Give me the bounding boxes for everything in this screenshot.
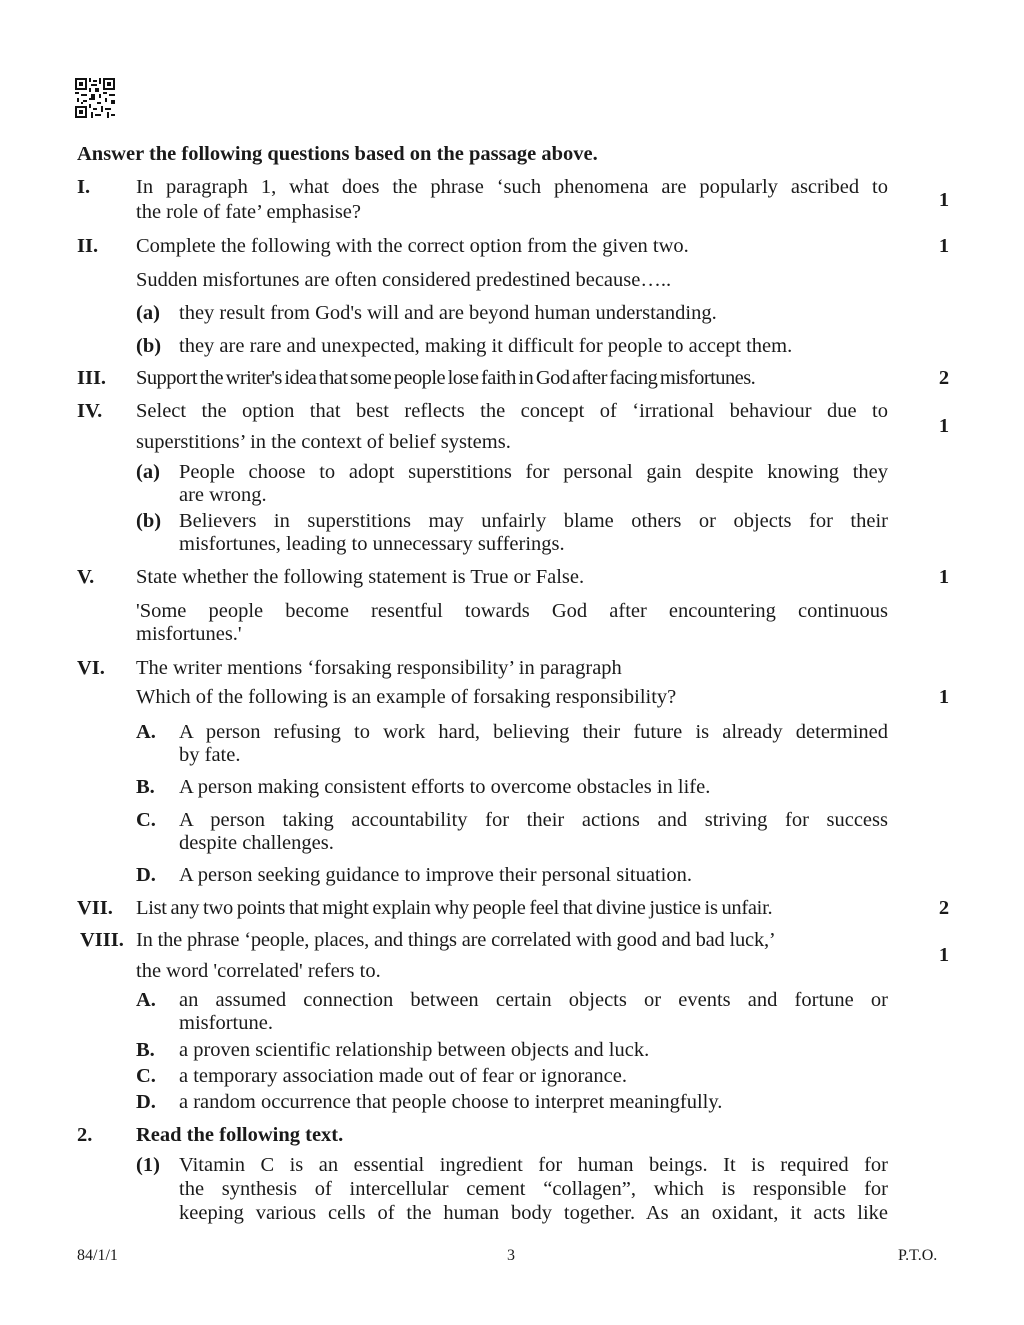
section-number: 2. xyxy=(77,1124,93,1146)
question-number: VII. xyxy=(77,897,113,919)
option-text: Believers in superstitions may unfairly blame others or objects for their xyxy=(179,510,888,532)
marks-label: 1 xyxy=(938,944,950,966)
option-text: are wrong. xyxy=(179,484,267,506)
option-label: D. xyxy=(136,864,156,886)
paragraph-text: the synthesis of intercellular cement “collagen”, which is responsible for xyxy=(179,1178,888,1200)
marks-label: 1 xyxy=(938,189,950,211)
section-title: Read the following text. xyxy=(136,1124,344,1146)
option-text: misfortunes, leading to unnecessary sufferings. xyxy=(179,533,565,555)
option-label: (a) xyxy=(136,302,160,324)
page-number: 3 xyxy=(507,1247,515,1264)
option-text: an assumed connection between certain objects or events and fortune or xyxy=(179,989,888,1011)
marks-label: 2 xyxy=(938,367,950,389)
option-label: (b) xyxy=(136,335,162,357)
marks-label: 1 xyxy=(938,235,950,257)
option-text: a random occurrence that people choose to interpret meaningfully. xyxy=(179,1091,723,1113)
option-text: A person taking accountability for their actions and striving for success xyxy=(179,809,888,831)
question-number: IV. xyxy=(77,400,103,422)
paragraph-label: (1) xyxy=(136,1154,160,1176)
option-text: misfortune. xyxy=(179,1012,273,1034)
option-text: despite challenges. xyxy=(179,832,334,854)
question-text: the word 'correlated' refers to. xyxy=(136,960,381,982)
option-label: B. xyxy=(136,1039,155,1061)
question-text: Which of the following is an example of forsaking responsibility? xyxy=(136,686,677,708)
marks-label: 1 xyxy=(938,686,950,708)
question-number: II. xyxy=(77,235,99,257)
question-text: the role of fate’ emphasise? xyxy=(136,201,362,223)
option-text: they result from God's will and are beyond human understanding. xyxy=(179,302,717,324)
paragraph-text: Vitamin C is an essential ingredient for human beings. It is required for xyxy=(179,1154,888,1176)
paper-code: 84/1/1 xyxy=(77,1247,118,1264)
option-text: a temporary association made out of fear or ignorance. xyxy=(179,1065,627,1087)
option-text: a proven scientific relationship between objects and luck. xyxy=(179,1039,650,1061)
question-text: Support the writer's idea that some people lose faith in God after facing misfortunes. xyxy=(136,367,756,389)
question-number: I. xyxy=(77,176,91,198)
option-label: C. xyxy=(136,809,156,831)
option-label: A. xyxy=(136,721,156,743)
question-number: VIII. xyxy=(80,929,124,951)
option-label: B. xyxy=(136,776,155,798)
option-label: D. xyxy=(136,1091,156,1113)
marks-label: 1 xyxy=(938,415,950,437)
option-label: (b) xyxy=(136,510,162,532)
question-text: Select the option that best reflects the concept of ‘irrational behaviour due to xyxy=(136,400,888,422)
question-text: State whether the following statement is True or False. xyxy=(136,566,585,588)
statement-text: misfortunes.' xyxy=(136,623,242,645)
option-text: People choose to adopt superstitions for personal gain despite knowing they xyxy=(179,461,888,483)
question-text: The writer mentions ‘forsaking responsibility’ in paragraph xyxy=(136,657,622,679)
question-number: III. xyxy=(77,367,107,389)
question-stem: Sudden misfortunes are often considered predestined because….. xyxy=(136,269,672,291)
question-text: In the phrase ‘people, places, and things are correlated with good and bad luck,’ xyxy=(136,929,776,951)
statement-text: 'Some people become resentful towards God after encountering continuous xyxy=(136,600,888,622)
marks-label: 2 xyxy=(938,897,950,919)
marks-label: 1 xyxy=(938,566,950,588)
question-text: In paragraph 1, what does the phrase ‘such phenomena are popularly ascribed to xyxy=(136,176,888,198)
option-text: A person refusing to work hard, believing their future is already determined xyxy=(179,721,888,743)
question-text: Complete the following with the correct option from the given two. xyxy=(136,235,689,257)
option-label: A. xyxy=(136,989,156,1011)
question-number: VI. xyxy=(77,657,105,679)
question-text: List any two points that might explain why people feel that divine justice is unfair. xyxy=(136,897,773,919)
option-text: A person seeking guidance to improve their personal situation. xyxy=(179,864,692,886)
paragraph-text: keeping various cells of the human body together. As an oxidant, it acts like xyxy=(179,1202,888,1224)
question-number: V. xyxy=(77,566,95,588)
option-text: by fate. xyxy=(179,744,241,766)
question-text: superstitions’ in the context of belief systems. xyxy=(136,431,511,453)
option-label: (a) xyxy=(136,461,160,483)
pto-label: P.T.O. xyxy=(898,1247,938,1264)
option-text: they are rare and unexpected, making it difficult for people to accept them. xyxy=(179,335,793,357)
qr-code-icon xyxy=(75,78,115,118)
option-label: C. xyxy=(136,1065,156,1087)
instruction-heading: Answer the following questions based on the passage above. xyxy=(77,143,598,165)
option-text: A person making consistent efforts to overcome obstacles in life. xyxy=(179,776,711,798)
